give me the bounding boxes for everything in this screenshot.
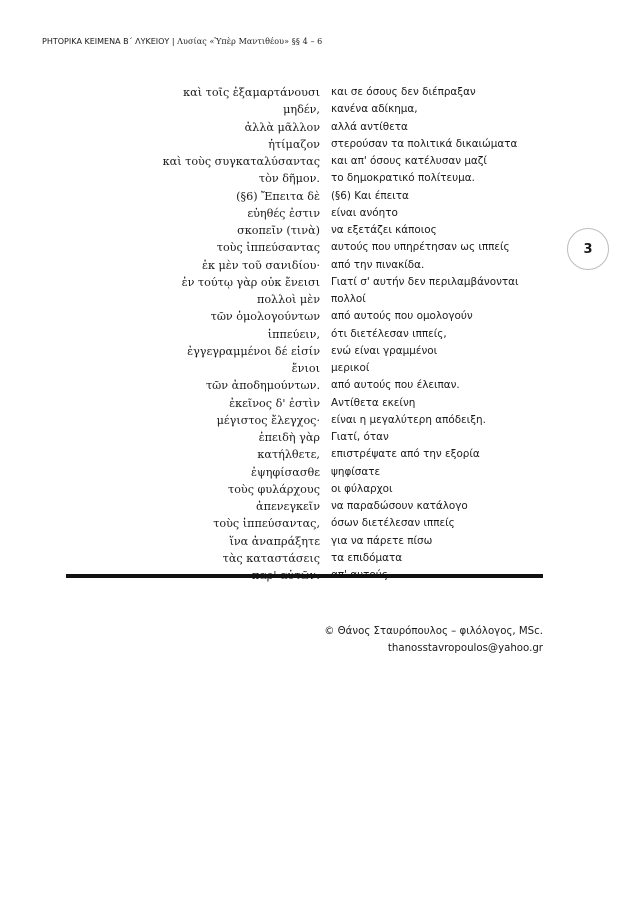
author-credit: © Θάνος Σταυρόπουλος – φιλόλογος, MSc.: [324, 626, 543, 637]
modern-greek-translation: ενώ είναι γραμμένοι: [331, 344, 438, 357]
text-row: [0, 291, 638, 308]
ancient-greek-line: καὶ τοῖς ἐξαμαρτάνουσι: [183, 86, 320, 99]
ancient-greek-line: πολλοὶ μὲν: [256, 293, 320, 306]
text-row: [0, 412, 638, 429]
text-row: [0, 205, 638, 222]
author-email: thanosstavropoulos@yahoo.gr: [387, 643, 543, 654]
ancient-greek-line: ἱππεύειν,: [267, 327, 320, 341]
ancient-greek-line: τῶν ὁμολογούντων: [210, 310, 320, 324]
modern-greek-translation: το δημοκρατικό πολίτευμα.: [331, 172, 475, 185]
text-row: [0, 481, 638, 498]
text-row: [0, 274, 638, 291]
text-row: [0, 533, 638, 550]
text-row: [0, 429, 638, 446]
ancient-greek-line: κατήλθετε,: [257, 448, 320, 462]
ancient-greek-line: τῶν ἀποδημούντων.: [205, 379, 320, 393]
text-row: [0, 239, 638, 256]
text-row: [0, 360, 638, 377]
modern-greek-translation: αλλά αντίθετα: [331, 120, 408, 133]
ancient-greek-line: ἐγγεγραμμένοι δέ εἰσίν: [187, 344, 320, 358]
ancient-greek-line: μέγιστος ἔλεγχος·: [216, 413, 320, 427]
text-row: [0, 188, 638, 205]
modern-greek-translation: όσων διετέλεσαν ιππείς: [331, 517, 455, 530]
modern-greek-translation: να εξετάζει κάποιος: [331, 224, 437, 236]
text-row: [0, 498, 638, 515]
ancient-greek-line: ἵνα ἀναπράξητε: [229, 534, 320, 548]
modern-greek-translation: επιστρέψατε από την εξορία: [331, 448, 480, 461]
page-header: [42, 37, 322, 47]
text-row: [0, 395, 638, 412]
ancient-greek-line: ἐκεῖνος δ' ἐστὶν: [229, 396, 320, 410]
modern-greek-translation: ψηφίσατε: [331, 465, 381, 478]
modern-greek-translation: Αντίθετα εκείνη: [331, 396, 416, 409]
text-row: [0, 136, 638, 153]
ancient-greek-line: ἠτίμαζον: [268, 137, 320, 151]
page-number-badge: 3: [567, 228, 609, 270]
ancient-greek-line: τὸν δῆμον.: [258, 172, 320, 186]
ancient-greek-line: τοὺς ἱππεύσαντας: [216, 241, 320, 255]
modern-greek-translation: (§6) Και έπειτα: [331, 189, 409, 202]
modern-greek-translation: τα επιδόματα: [331, 551, 403, 564]
modern-greek-translation: μερικοί: [331, 362, 370, 374]
header-course-title: ΡΗΤΟΡΙΚΑ ΚΕΙΜΕΝΑ Β΄ ΛΥΚΕΙΟΥ |: [42, 37, 175, 46]
modern-greek-translation: είναι ανόητο: [331, 206, 398, 219]
modern-greek-translation: οι φύλαρχοι: [331, 482, 393, 495]
modern-greek-translation: από την πινακίδα.: [331, 258, 425, 271]
ancient-greek-line: ἐπειδὴ γὰρ: [258, 431, 320, 444]
ancient-greek-line: ἐν τούτῳ γὰρ οὐκ ἔνεισι: [181, 275, 320, 289]
text-row: [0, 550, 638, 567]
ancient-greek-line: ἐψηφίσασθε: [250, 465, 320, 479]
parallel-text-table: [0, 84, 638, 584]
modern-greek-translation: αυτούς που υπηρέτησαν ως ιππείς: [331, 241, 510, 254]
modern-greek-translation: Γιατί, όταν: [331, 431, 389, 443]
ancient-greek-line: τοὺς ἱππεύσαντας,: [213, 517, 320, 531]
modern-greek-translation: πολλοί: [331, 293, 366, 305]
modern-greek-translation: να παραδώσουν κατάλογο: [331, 500, 468, 512]
ancient-greek-line: εὐηθές ἐστιν: [247, 206, 320, 220]
text-row: [0, 343, 638, 360]
text-row: [0, 308, 638, 325]
ancient-greek-line: ἀλλὰ μᾶλλον: [244, 120, 320, 134]
ancient-greek-line: σκοπεῖν (τινὰ): [237, 224, 320, 237]
credits: [324, 623, 543, 657]
header-text-title: Λυσίας «Ὑπὲρ Μαντιθέου» §§ 4 – 6: [177, 37, 323, 46]
modern-greek-translation: ότι διετέλεσαν ιππείς,: [331, 327, 447, 340]
modern-greek-translation: από αυτούς που ομολογούν: [331, 310, 473, 323]
ancient-greek-line: ἀπενεγκεῖν: [256, 500, 320, 513]
ancient-greek-line: ἐκ μὲν τοῦ σανιδίου·: [201, 258, 320, 272]
ancient-greek-line: καὶ τοὺς συγκαταλύσαντας: [162, 155, 320, 168]
modern-greek-translation: από αυτούς που έλειπαν.: [331, 379, 460, 392]
text-row: [0, 257, 638, 274]
modern-greek-translation: και απ' όσους κατέλυσαν μαζί: [331, 155, 487, 167]
text-row: [0, 84, 638, 101]
text-row: [0, 464, 638, 481]
text-row: [0, 222, 638, 239]
text-row: [0, 101, 638, 118]
text-row: [0, 446, 638, 463]
text-row: [0, 119, 638, 136]
ancient-greek-line: (§6) Ἔπειτα δὲ: [236, 189, 320, 203]
text-row: [0, 515, 638, 532]
text-row: [0, 377, 638, 394]
modern-greek-translation: για να πάρετε πίσω: [331, 534, 433, 547]
ancient-greek-line: μηδέν,: [283, 103, 320, 117]
ancient-greek-line: ἔνιοι: [291, 362, 320, 375]
text-row: [0, 326, 638, 343]
text-row: [0, 153, 638, 170]
modern-greek-translation: είναι η μεγαλύτερη απόδειξη.: [331, 413, 486, 426]
text-row: [0, 170, 638, 187]
divider-line: [66, 574, 543, 578]
ancient-greek-line: τὰς καταστάσεις: [222, 551, 320, 565]
modern-greek-translation: και σε όσους δεν διέπραξαν: [331, 86, 476, 98]
modern-greek-translation: στερούσαν τα πολιτικά δικαιώματα: [331, 137, 518, 150]
ancient-greek-line: τοὺς φυλάρχους: [228, 482, 320, 496]
modern-greek-translation: Γιατί σ' αυτήν δεν περιλαμβάνονται: [331, 275, 519, 288]
modern-greek-translation: κανένα αδίκημα,: [331, 103, 418, 116]
